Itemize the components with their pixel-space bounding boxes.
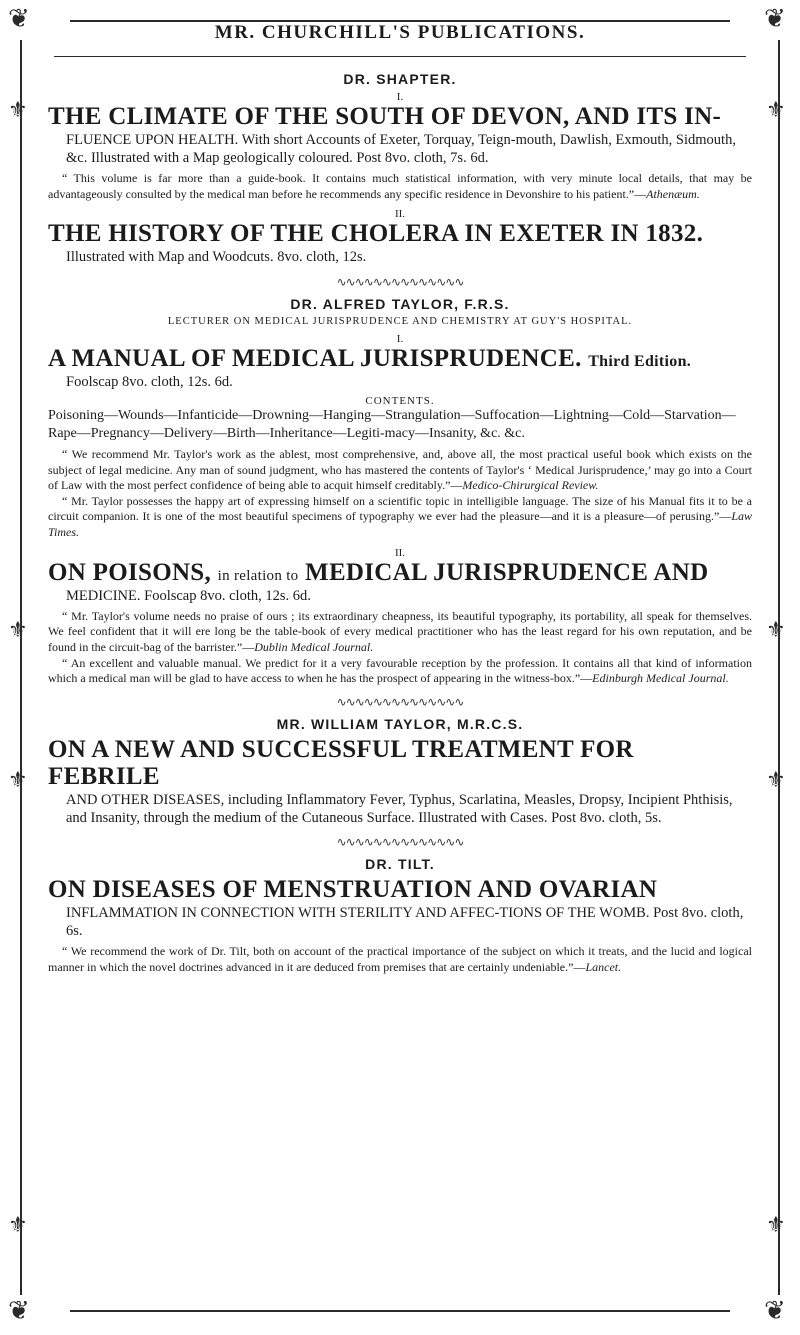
- numeral: II.: [394, 546, 406, 559]
- section-alfred-taylor: [48, 296, 752, 687]
- side-ornament-left-3-icon: ⚜: [8, 768, 28, 793]
- work-subtitle: AND OTHER DISEASES, including Inflammatory Fever, Typhus, Scarlatina, Measles, Dropsy, Incipient Phthisis, and Insanity, through the medium of the Cutaneous Surface. Illustrated with Cases. Post 8vo. cloth, 5s.: [66, 791, 733, 826]
- author-william-taylor: MR. WILLIAM TAYLOR, M.R.C.S.: [276, 715, 524, 732]
- quote-source: Lancet.: [585, 959, 622, 974]
- corner-ornament-bottom-right-icon: ❦: [764, 1296, 786, 1326]
- quote-source: Medico-Chirurgical Review.: [462, 478, 599, 493]
- work-title: THE HISTORY OF THE CHOLERA IN EXETER IN 1832.: [48, 220, 704, 248]
- quote-source: Law Times.: [48, 509, 752, 540]
- numeral: I.: [396, 91, 404, 103]
- work-title-text: ON POISONS,: [48, 558, 212, 586]
- author-affiliation: LECTURER ON MEDICAL JURISPRUDENCE AND CHEMISTRY AT GUY'S HOSPITAL.: [167, 315, 633, 327]
- work-subtitle: FLUENCE UPON HEALTH. With short Accounts of Exeter, Torquay, Teign-mouth, Dawlish, Exmouth, Sidmouth, &c. Illustrated with a Map geologically coloured. Post 8vo. cloth, 7s. 6d.: [66, 132, 736, 167]
- right-border-line: [778, 40, 780, 1295]
- work-title: ON DISEASES OF MENSTRUATION AND OVARIAN: [48, 875, 658, 903]
- author-alfred-taylor: DR. ALFRED TAYLOR, F.R.S.: [290, 295, 510, 312]
- work-subtitle: Foolscap 8vo. cloth, 12s. 6d.: [66, 373, 233, 390]
- author-tilt: DR. TILT.: [365, 855, 435, 872]
- review-quote: [48, 494, 752, 541]
- side-ornament-left-2-icon: ⚜: [8, 618, 28, 643]
- side-ornament-right-3-icon: ⚜: [766, 768, 786, 793]
- corner-ornament-top-right-icon: ❦: [764, 4, 786, 34]
- side-ornament-left-1-icon: ⚜: [8, 98, 28, 123]
- work-subtitle: Illustrated with Map and Woodcuts. 8vo. cloth, 12s.: [66, 249, 367, 266]
- quote-text: “ This volume is far more than a guide-book. It contains much statistical information, with very minute local details, that may be advantageously consulted by the medical man before he recommends any specific residence in Devonshire to his patient.”—: [48, 171, 752, 201]
- quote-text: “ We recommend Mr. Taylor's work as the ablest, most comprehensive, and, above all, the most practical useful book which exists on the subject of legal medicine. Any man of sound judgment, who has mastered the contents of Taylor's ‘ Medical Jurisprudence,’ may go into a Court of Law with the most perfect confidence of being able to acquit himself creditably.”—: [48, 447, 752, 493]
- section-tilt: [48, 856, 752, 975]
- side-ornament-right-4-icon: ⚜: [766, 1213, 786, 1238]
- header-rule: [54, 56, 746, 57]
- work-title: ON A NEW AND SUCCESSFUL TREATMENT FOR FEBRILE: [48, 735, 634, 790]
- review-quote: [48, 447, 752, 494]
- wavy-divider: ∿∿∿∿∿∿∿∿∿∿∿∿∿∿: [336, 274, 464, 289]
- work-title: THE CLIMATE OF THE SOUTH OF DEVON, AND ITS IN-: [48, 103, 722, 130]
- quote-text: “ An excellent and valuable manual. We predict for it a very favourable reception by the profession. It contains all that kind of information which a medical man will be glad to have access to when he has the prospect of appearing in the witness-box.”—: [48, 655, 752, 686]
- work-title-connector: in relation to: [217, 567, 299, 584]
- side-ornament-right-2-icon: ⚜: [766, 618, 786, 643]
- quote-source: Athenæum.: [646, 186, 700, 201]
- side-ornament-left-4-icon: ⚜: [8, 1213, 28, 1238]
- corner-ornament-bottom-left-icon: ❦: [8, 1296, 30, 1326]
- work-title: [48, 559, 752, 586]
- work-title-rest: MEDICAL JURISPRUDENCE AND: [305, 558, 709, 586]
- quote-text: “ We recommend the work of Dr. Tilt, both on account of the practical importance of the subject on which it treats, and the lucid and logical manner in which the novel doctrines advanced in it are deduced from premises that are certainly undeniable.”—: [48, 944, 752, 974]
- work-title-text: A MANUAL OF MEDICAL JURISPRUDENCE.: [48, 344, 582, 372]
- page-content: [48, 14, 752, 983]
- work-subtitle: INFLAMMATION IN CONNECTION WITH STERILITY AND AFFEC-TIONS OF THE WOMB. Post 8vo. cloth, 6s.: [66, 904, 744, 940]
- side-ornament-right-1-icon: ⚜: [766, 98, 786, 123]
- quote-text: “ Mr. Taylor's volume needs no praise of ours ; its extraordinary cheapness, its beautiful typography, its portability, all speak for themselves. We feel confident that it will ere long be the table-book of every medical practitioner who has the least regard for his own reputation, and be found in the circuit-bag of the barrister.”—: [48, 608, 752, 654]
- wavy-divider: ∿∿∿∿∿∿∿∿∿∿∿∿∿∿: [336, 834, 464, 849]
- work-subtitle: MEDICINE. Foolscap 8vo. cloth, 12s. 6d.: [66, 587, 311, 604]
- page-header: MR. CHURCHILL'S PUBLICATIONS.: [214, 22, 586, 43]
- numeral: II.: [394, 208, 406, 221]
- bottom-border-line: [70, 1310, 730, 1312]
- contents-heading: CONTENTS.: [365, 394, 435, 407]
- author-shapter: DR. SHAPTER.: [343, 71, 457, 87]
- review-quote: [48, 656, 752, 687]
- review-quote: [48, 171, 752, 202]
- quote-source: Edinburgh Medical Journal.: [592, 671, 729, 686]
- work-title: [48, 345, 752, 372]
- edition-label: Third Edition.: [588, 352, 692, 370]
- review-quote: [48, 944, 752, 975]
- numeral: I.: [396, 332, 404, 345]
- quote-source: Dublin Medical Journal.: [254, 639, 374, 654]
- contents-list: Poisoning—Wounds—Infanticide—Drowning—Hanging—Strangulation—Suffocation—Lightning—Cold—Starvation—Rape—Pregnancy—Delivery—Birth—Inheritance—Legiti-macy—Insanity, &c. &c.: [48, 407, 736, 441]
- left-border-line: [20, 40, 22, 1295]
- corner-ornament-top-left-icon: ❦: [8, 4, 30, 34]
- section-shapter: [48, 71, 752, 267]
- review-quote: [48, 609, 752, 656]
- section-william-taylor: [48, 716, 752, 827]
- quote-text: “ Mr. Taylor possesses the happy art of expressing himself on a scientific topic in intelligible language. The size of his Manual fits it to be a circuit companion. It is one of the most beautiful specimens of typography we ever had the pleasure—and it is a pleasure—of perusing.”—: [48, 493, 752, 524]
- wavy-divider: ∿∿∿∿∿∿∿∿∿∿∿∿∿∿: [336, 694, 464, 709]
